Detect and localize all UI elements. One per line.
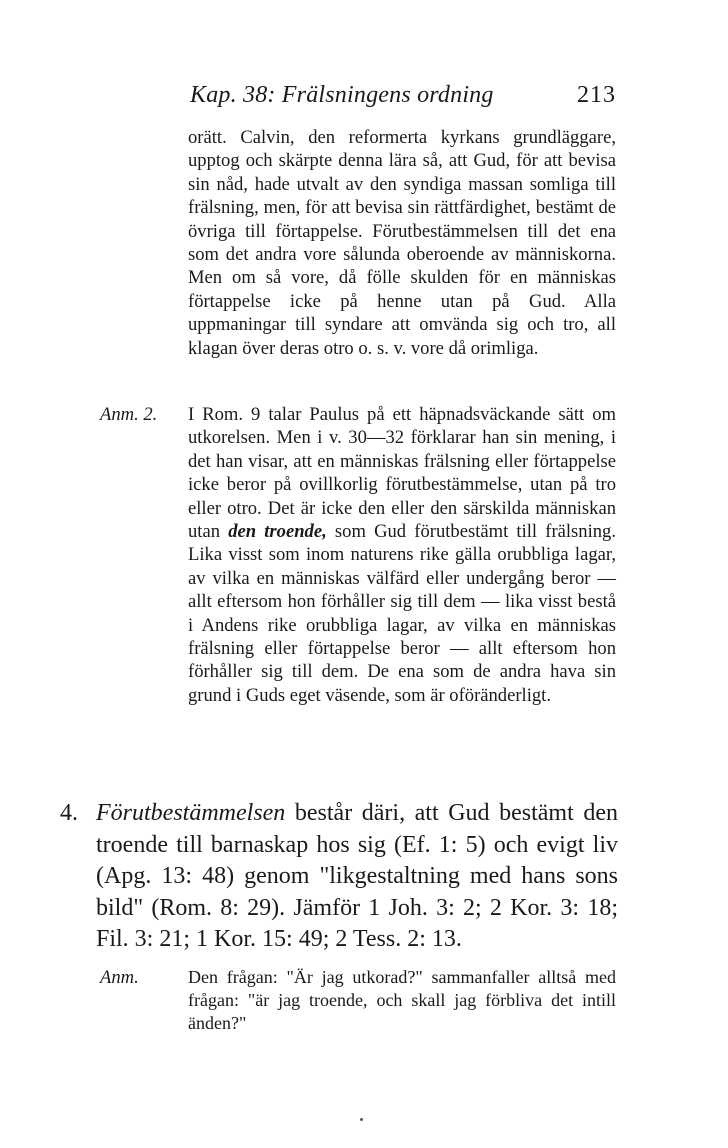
note-2-label: Anm. 2.	[100, 404, 158, 425]
note-3-text: Den frågan: "Är jag utkorad?" sammanfaller alltså med frågan: "är jag troende, och skall jag förbliva det intill änden?"	[188, 967, 616, 1033]
note-2-text-a: I Rom. 9 talar Paulus på ett häpnadsväckande sätt om utkorelsen. Men i v. 30—32 förklarar han sin mening, i det han visar, att en människas frälsning eller förtappelse icke beror på ovillkorlig förutbestämmelse, utan på tro eller otro. Det är icke den eller den särskilda människan utan	[188, 404, 616, 543]
paragraph-calvin	[188, 126, 616, 360]
note-2-emphasis: den troende,	[228, 521, 327, 543]
note-2-text	[188, 403, 616, 707]
running-head	[190, 82, 616, 114]
section-4	[60, 798, 618, 956]
chapter-title: Kap. 38: Frälsningens ordning	[190, 82, 494, 108]
printer-mark	[360, 1118, 363, 1121]
section-number: 4.	[60, 800, 78, 826]
note-3-label: Anm.	[100, 967, 139, 988]
paragraph-text: orätt. Calvin, den reformerta kyrkans grundläggare, upptog och skärpte denna lära så, att Gud, för att bevisa sin nåd, hade utvalt av den syndiga massan somliga till frälsning, men, för att bevisa sin rättfärdighet, bestämt de övriga till förtappelse. Förutbestämmelsen till det ena som det andra vore sålunda oberoende av människorna. Men om så vore, då fölle skulden för en människas förtappelse icke på henne utan på Gud. Alla uppmaningar till syndare att omvända sig och tro, all klagan över deras otro o. s. v. vore då orimliga.	[188, 127, 616, 359]
section-4-body	[96, 798, 618, 956]
section-4-term: Förutbestämmelsen	[96, 800, 286, 826]
note-3	[188, 966, 616, 1035]
note-2	[188, 403, 616, 707]
note-2-text-b: som Gud förutbestämt till frälsning. Lika visst som inom naturens rike gälla orubbliga lagar, av vilka en människas välfärd eller undergång beror — allt eftersom hon förhåller sig till dem — lika visst bestå i Andens rike orubbliga lagar, av vilka en människas frälsning eller förtappelse beror — allt eftersom hon förhåller sig till dem. De ena som de andra hava sin grund i Guds eget väsende, som är oföränderligt.	[188, 521, 616, 706]
section-4-text: består däri, att Gud bestämt den troende till barnaskap hos sig (Ef. 1: 5) och evigt liv (Apg. 13: 48) genom "likgestaltning med hans sons bild" (Rom. 8: 29). Jämför 1 Joh. 3: 2; 2 Kor. 3: 18; Fil. 3: 21; 1 Kor. 15: 49; 2 Tess. 2: 13.	[96, 800, 618, 952]
page-number: 213	[577, 82, 616, 108]
